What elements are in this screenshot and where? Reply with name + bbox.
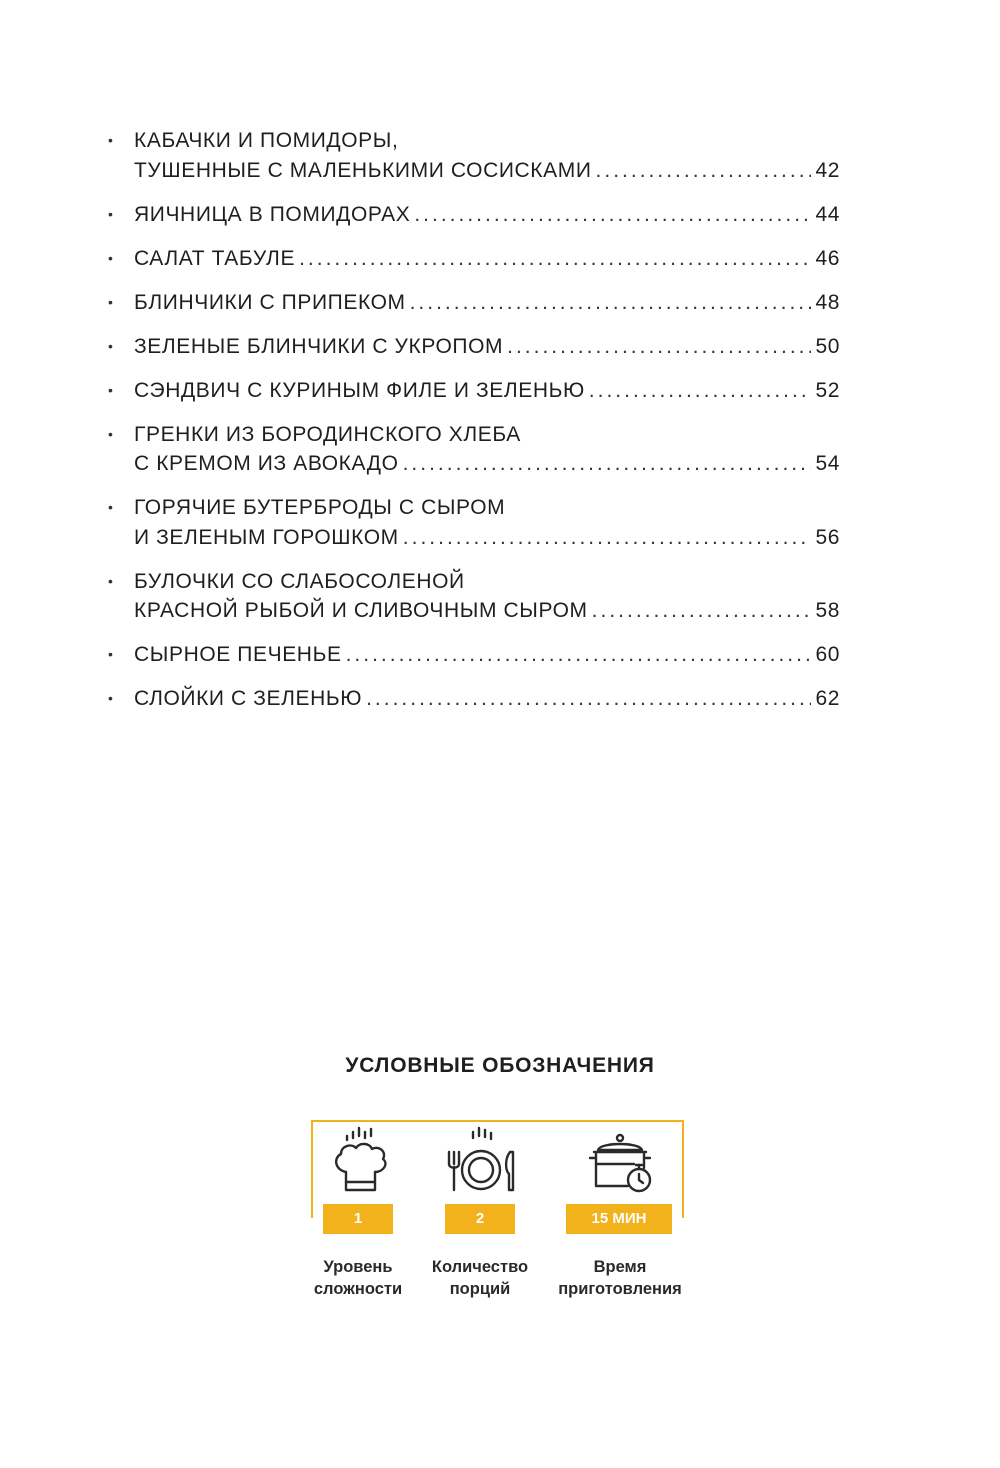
bullet: • — [108, 249, 114, 266]
toc-entry[interactable] — [108, 567, 840, 626]
toc-entry[interactable] — [108, 244, 840, 274]
difficulty-label: Уровень сложности — [313, 1258, 403, 1298]
toc-entry[interactable] — [108, 420, 840, 479]
toc-entry-title: САЛАТ ТАБУЛЕ — [134, 246, 296, 270]
bullet: • — [108, 205, 114, 222]
bullet: • — [108, 132, 114, 148]
dot-leader — [414, 200, 811, 230]
legend-item-servings — [410, 1124, 550, 1194]
toc-entry-title: И ЗЕЛЕНЫМ ГОРОШКОМ — [134, 525, 399, 549]
dot-leader — [589, 376, 812, 406]
toc-entry-title: СЛОЙКИ С ЗЕЛЕНЬЮ — [134, 687, 363, 710]
bullet: • — [108, 690, 114, 706]
toc-entry[interactable] — [108, 126, 840, 185]
toc-entry[interactable] — [108, 288, 840, 318]
toc-entry-title: КРАСНОЙ РЫБОЙ И СЛИВОЧНЫМ СЫРОМ — [134, 599, 588, 622]
toc-page-number: 52 — [815, 378, 840, 402]
toc-entry[interactable] — [108, 640, 840, 670]
dot-leader — [403, 449, 812, 479]
toc-entry-title: СЫРНОЕ ПЕЧЕНЬЕ — [134, 643, 342, 666]
toc-page-number: 56 — [815, 525, 840, 549]
time-label: Время приготовления — [558, 1258, 682, 1298]
toc-entry-title-line: БУЛОЧКИ СО СЛАБОСОЛЕНОЙ — [134, 569, 465, 593]
toc-entry[interactable] — [108, 493, 840, 552]
dot-leader — [596, 156, 812, 186]
bullet: • — [108, 293, 114, 310]
dot-leader — [346, 640, 812, 670]
toc-page-number: 50 — [815, 334, 840, 358]
servings-badge: 2 — [445, 1204, 515, 1234]
dot-leader — [507, 332, 811, 362]
dot-leader — [299, 244, 811, 274]
toc-page-number: 44 — [815, 202, 840, 226]
dot-leader — [592, 596, 812, 626]
toc-entry-title-line: ГОРЯЧИЕ БУТЕРБРОДЫ С СЫРОМ — [134, 496, 506, 519]
table-of-contents — [108, 126, 840, 728]
toc-page-number: 54 — [815, 452, 840, 475]
toc-entry-title: С КРЕМОМ ИЗ АВОКАДО — [134, 452, 399, 475]
dot-leader — [403, 523, 812, 553]
legend-item-time — [551, 1124, 691, 1194]
bullet: • — [108, 572, 114, 589]
bullet: • — [108, 646, 114, 662]
plate-cutlery-icon — [435, 1124, 525, 1194]
toc-entry-title-line: КАБАЧКИ И ПОМИДОРЫ, — [134, 129, 399, 152]
bullet: • — [108, 499, 114, 515]
toc-entry[interactable] — [108, 332, 840, 362]
servings-label: Количество порций — [431, 1258, 529, 1298]
difficulty-badge: 1 — [323, 1204, 393, 1234]
toc-entry[interactable] — [108, 684, 840, 714]
toc-entry[interactable] — [108, 376, 840, 406]
bullet: • — [108, 337, 114, 354]
toc-page-number: 42 — [815, 158, 840, 182]
pot-timer-icon — [576, 1124, 666, 1194]
time-badge: 15 МИН — [566, 1204, 672, 1234]
toc-entry-title: БЛИНЧИКИ С ПРИПЕКОМ — [134, 290, 406, 314]
toc-page-number: 58 — [815, 599, 840, 622]
toc-entry-title: ТУШЕННЫЕ С МАЛЕНЬКИМИ СОСИСКАМИ — [134, 158, 592, 182]
toc-page-number: 48 — [815, 290, 840, 314]
bullet: • — [108, 381, 114, 398]
dot-leader — [366, 684, 811, 714]
toc-entry-title: ЗЕЛЕНЫЕ БЛИНЧИКИ С УКРОПОМ — [134, 334, 504, 358]
toc-entry-title-line: ГРЕНКИ ИЗ БОРОДИНСКОГО ХЛЕБА — [134, 422, 521, 446]
toc-page-number: 46 — [815, 246, 840, 270]
toc-entry-title: СЭНДВИЧ С КУРИНЫМ ФИЛЕ И ЗЕЛЕНЬЮ — [134, 378, 585, 402]
legend-item-difficulty — [288, 1124, 428, 1194]
toc-entry-title: ЯИЧНИЦА В ПОМИДОРАХ — [134, 202, 411, 226]
toc-page-number: 60 — [815, 643, 840, 666]
chef-hat-icon — [313, 1124, 403, 1194]
toc-entry[interactable] — [108, 200, 840, 230]
toc-page-number: 62 — [815, 687, 840, 710]
dot-leader — [410, 288, 812, 318]
legend-title: УСЛОВНЫЕ ОБОЗНАЧЕНИЯ — [345, 1054, 655, 1077]
bullet: • — [108, 425, 114, 442]
